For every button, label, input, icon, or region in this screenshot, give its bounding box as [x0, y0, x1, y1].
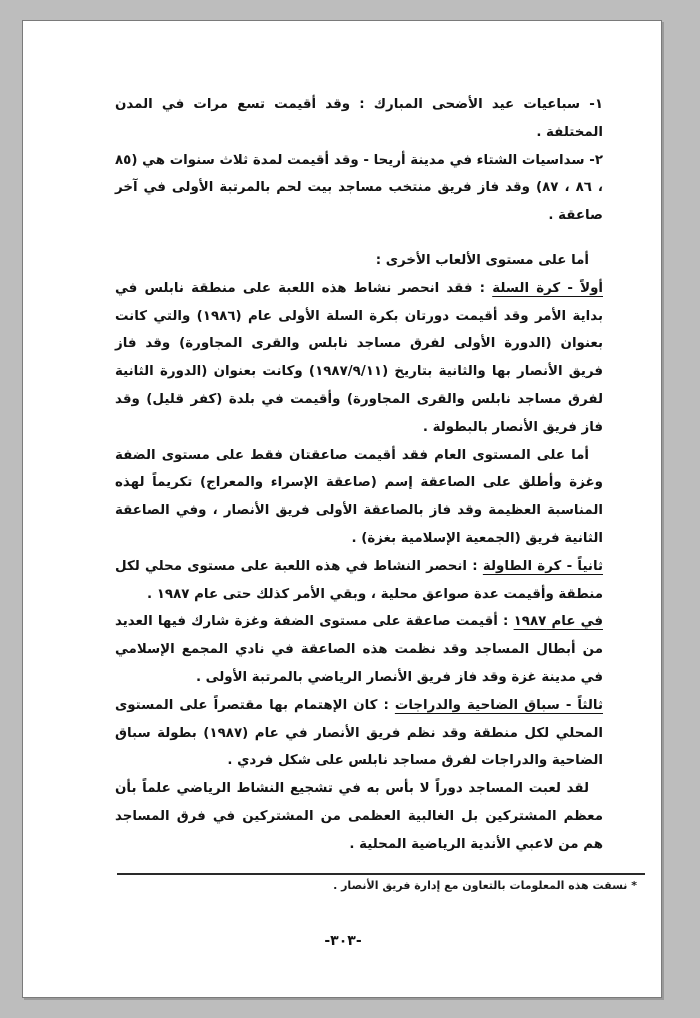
list-item-2: ٢- سداسيات الشتاء في مدينة أريحا - وقد أقيمت لمدة ثلاث سنوات هي (٨٥ ، ٨٦ ، ٨٧) وقد فاز فريق منتخب مساجد بيت لحم بالمرتبة الأولى في آخر صاعقة . — [115, 152, 603, 224]
page-body — [115, 91, 603, 859]
table-tennis-heading: ثانياً - كرة الطاولة — [482, 558, 603, 574]
table-tennis-text: : انحصر النشاط في هذه اللعبة على مستوى محلي لكل منطقة وأقيمت عدة صواعق محلية ، وبقي الأمر كذلك حتى عام ١٩٨٧ . — [115, 558, 603, 602]
year-1987-text: : أقيمت صاعقة على مستوى الضفة وغزة شارك فيها العديد من أبطال المساجد وقد نظمت هذه الصاعقة في نادي المجمع الإسلامي في مدينة غزة وقد فاز فريق الأنصار الرياضي بالمرتبة الأولى . — [115, 614, 603, 685]
list-item-1: ١- سباعيات عيد الأضحى المبارك : وقد أقيمت تسع مرات في المدن المختلفة . — [115, 97, 603, 140]
year-1987-heading: في عام ١٩٨٧ — [513, 614, 603, 630]
other-games-intro: أما على مستوى الألعاب الأخرى : — [375, 252, 589, 268]
racing-heading: ثالثاً - سباق الضاحية والدراجات — [394, 697, 603, 713]
racing-text: : كان الإهتمام بها مقتصراً على المستوى المحلي لكل منطقة وقد نظم فريق الأنصار في عام (١٩٨٧) بطولة سباق الضاحية والدراجات لفرق مساجد نابلس على شكل فردي . — [115, 697, 603, 769]
document-page — [22, 20, 662, 998]
page-number: -٣٠٣- — [324, 933, 362, 949]
footnote-divider — [117, 873, 645, 875]
basketball-text: : فقد انحصر نشاط هذه اللعبة على منطقة نابلس في بداية الأمر وقد أقيمت دورتان بكرة السلة الأولى عام (١٩٨٦) والتي كانت بعنوان (الدورة الأولى لفرق مساجد نابلس والقرى المجاورة) وقد فاز فريق الأنصار بها والثانية بتاريخ (١٩٨٧/٩/١١) وكانت بعنوان (الدورة الثانية لفرق مساجد نابلس والقرى المجاورة) وأقيمت في بلدة (كفر قليل) وقد فاز فريق الأنصار بالبطولة . — [115, 280, 603, 435]
paragraph-gap — [115, 230, 603, 247]
year-1987-paragraph — [115, 608, 603, 691]
basketball-paragraph — [115, 275, 603, 442]
basketball-heading: أولاً - كرة السلة — [492, 280, 603, 296]
footnote: * نسقت هذه المعلومات بالتعاون مع إدارة فريق الأنصار . — [333, 879, 637, 892]
closing-paragraph: لقد لعبت المساجد دوراً لا بأس به في تشجيع النشاط الرياضي علماً بأن معظم المشتركين بل الغالبية العظمى من المشتركين في فرق المساجد هم من لاعبي الأندية الرياضية المحلية . — [115, 781, 603, 852]
table-tennis-paragraph — [115, 553, 603, 609]
general-level-paragraph: أما على المستوى العام فقد أقيمت صاعقتان فقط على مستوى الضفة وغزة وأطلق على الصاعقة إسم (صاعقة الإسراء والمعراج) تكريماً لهذه المناسبة العظيمة وقد فاز بالصاعقة الأولى فريق الأنصار ، وفي الصاعقة الثانية فريق (الجمعية الإسلامية بغزة) . — [115, 447, 603, 546]
racing-paragraph — [115, 692, 603, 775]
